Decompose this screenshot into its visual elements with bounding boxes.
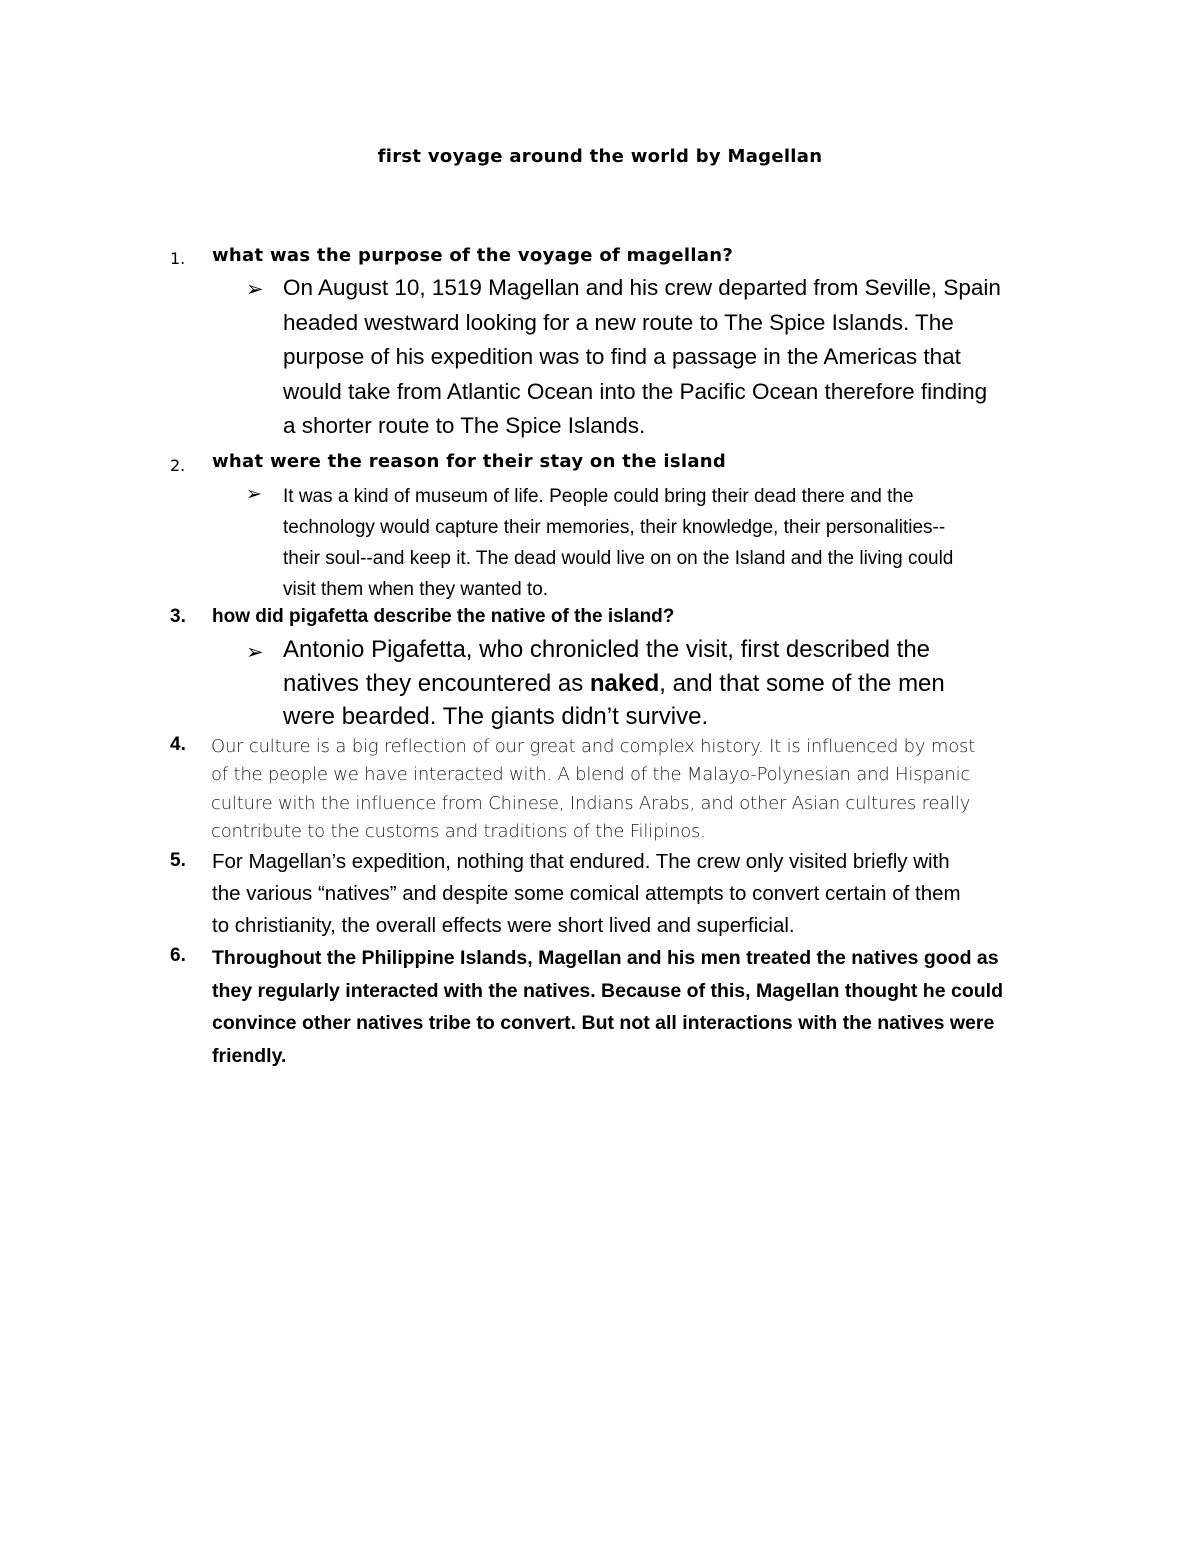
answer-line: Antonio Pigafetta, who chronicled the visit, first described the — [283, 636, 931, 663]
arrow-bullet-icon: ➢ — [246, 483, 262, 505]
item-number-4: 4. — [170, 734, 186, 755]
item-number-1: 1. — [170, 249, 186, 268]
paragraph-5 — [212, 846, 961, 942]
question-3: how did pigafetta describe the native of the island? — [212, 606, 675, 627]
paragraph-4 — [211, 733, 975, 846]
answer-line: headed westward looking for a new route to The Spice Islands. The — [283, 309, 954, 335]
answer-text: , and that some of the men — [659, 669, 945, 697]
answer-line: It was a kind of museum of life. People could bring their dead there and the — [283, 486, 914, 507]
answer-line: a shorter route to The Spice Islands. — [283, 413, 646, 438]
paragraph-line: Our culture is a big reflection of our great and complex history. It is influenced by most — [211, 736, 976, 757]
paragraph-line: For Magellan’s expedition, nothing that endured. The crew only visited briefly with — [212, 850, 950, 873]
paragraph-line: they regularly interacted with the natives. Because of this, Magellan thought he could — [212, 979, 1003, 1002]
paragraph-line: the various “natives” and despite some comical attempts to convert certain of them — [212, 882, 961, 905]
answer-text: natives they encountered as — [283, 669, 590, 697]
answer-line: their soul--and keep it. The dead would live on on the Island and the living could — [283, 548, 954, 569]
answer-line: visit them when they wanted to. — [283, 579, 549, 600]
arrow-bullet-icon: ➢ — [246, 640, 264, 664]
answer-line: would take from Atlantic Ocean into the Pacific Ocean therefore finding — [283, 378, 988, 404]
paragraph-line: to christianity, the overall effects were short lived and superficial. — [212, 914, 795, 937]
answer-line: On August 10, 1519 Magellan and his crew departed from Seville, Spain — [283, 275, 1001, 300]
item-number-6: 6. — [170, 945, 186, 966]
paragraph-line: friendly. — [212, 1044, 287, 1067]
paragraph-line: of the people we have interacted with. A blend of the Malayo-Polynesian and Hispanic — [211, 764, 971, 786]
answer-line — [283, 667, 945, 701]
paragraph-bold-text: good — [923, 947, 972, 969]
paragraph-line: convince other natives tribe to convert. But not all interactions with the natives were — [212, 1012, 995, 1034]
paragraph-line: contribute to the customs and traditions of the Filipinos. — [211, 820, 706, 842]
paragraph-text: as — [971, 947, 999, 969]
item-number-2: 2. — [170, 456, 186, 475]
answer-line: technology would capture their memories, their knowledge, their personalities-- — [283, 517, 946, 538]
answer-1 — [283, 271, 1001, 444]
answer-line: purpose of his expedition was to find a passage in the Americas that — [283, 344, 961, 369]
answer-3 — [283, 633, 945, 734]
answer-line: were bearded. The giants didn’t survive. — [283, 703, 709, 730]
paragraph-line — [212, 942, 1003, 975]
item-number-3: 3. — [170, 606, 186, 627]
answer-bold-text: naked — [589, 669, 660, 697]
paragraph-line: culture with the influence from Chinese, Indians Arabs, and other Asian cultures really — [211, 792, 971, 814]
answer-2 — [283, 481, 953, 605]
question-2: what were the reason for their stay on the island — [212, 451, 727, 472]
paragraph-text: Throughout the Philippine Islands, Magellan and his men treated the natives — [212, 947, 924, 969]
item-number-5: 5. — [170, 850, 186, 871]
arrow-bullet-icon: ➢ — [246, 277, 264, 301]
paragraph-6 — [212, 942, 1003, 1072]
page-title: first voyage around the world by Magellan — [377, 146, 823, 167]
question-1: what was the purpose of the voyage of magellan? — [212, 245, 734, 266]
